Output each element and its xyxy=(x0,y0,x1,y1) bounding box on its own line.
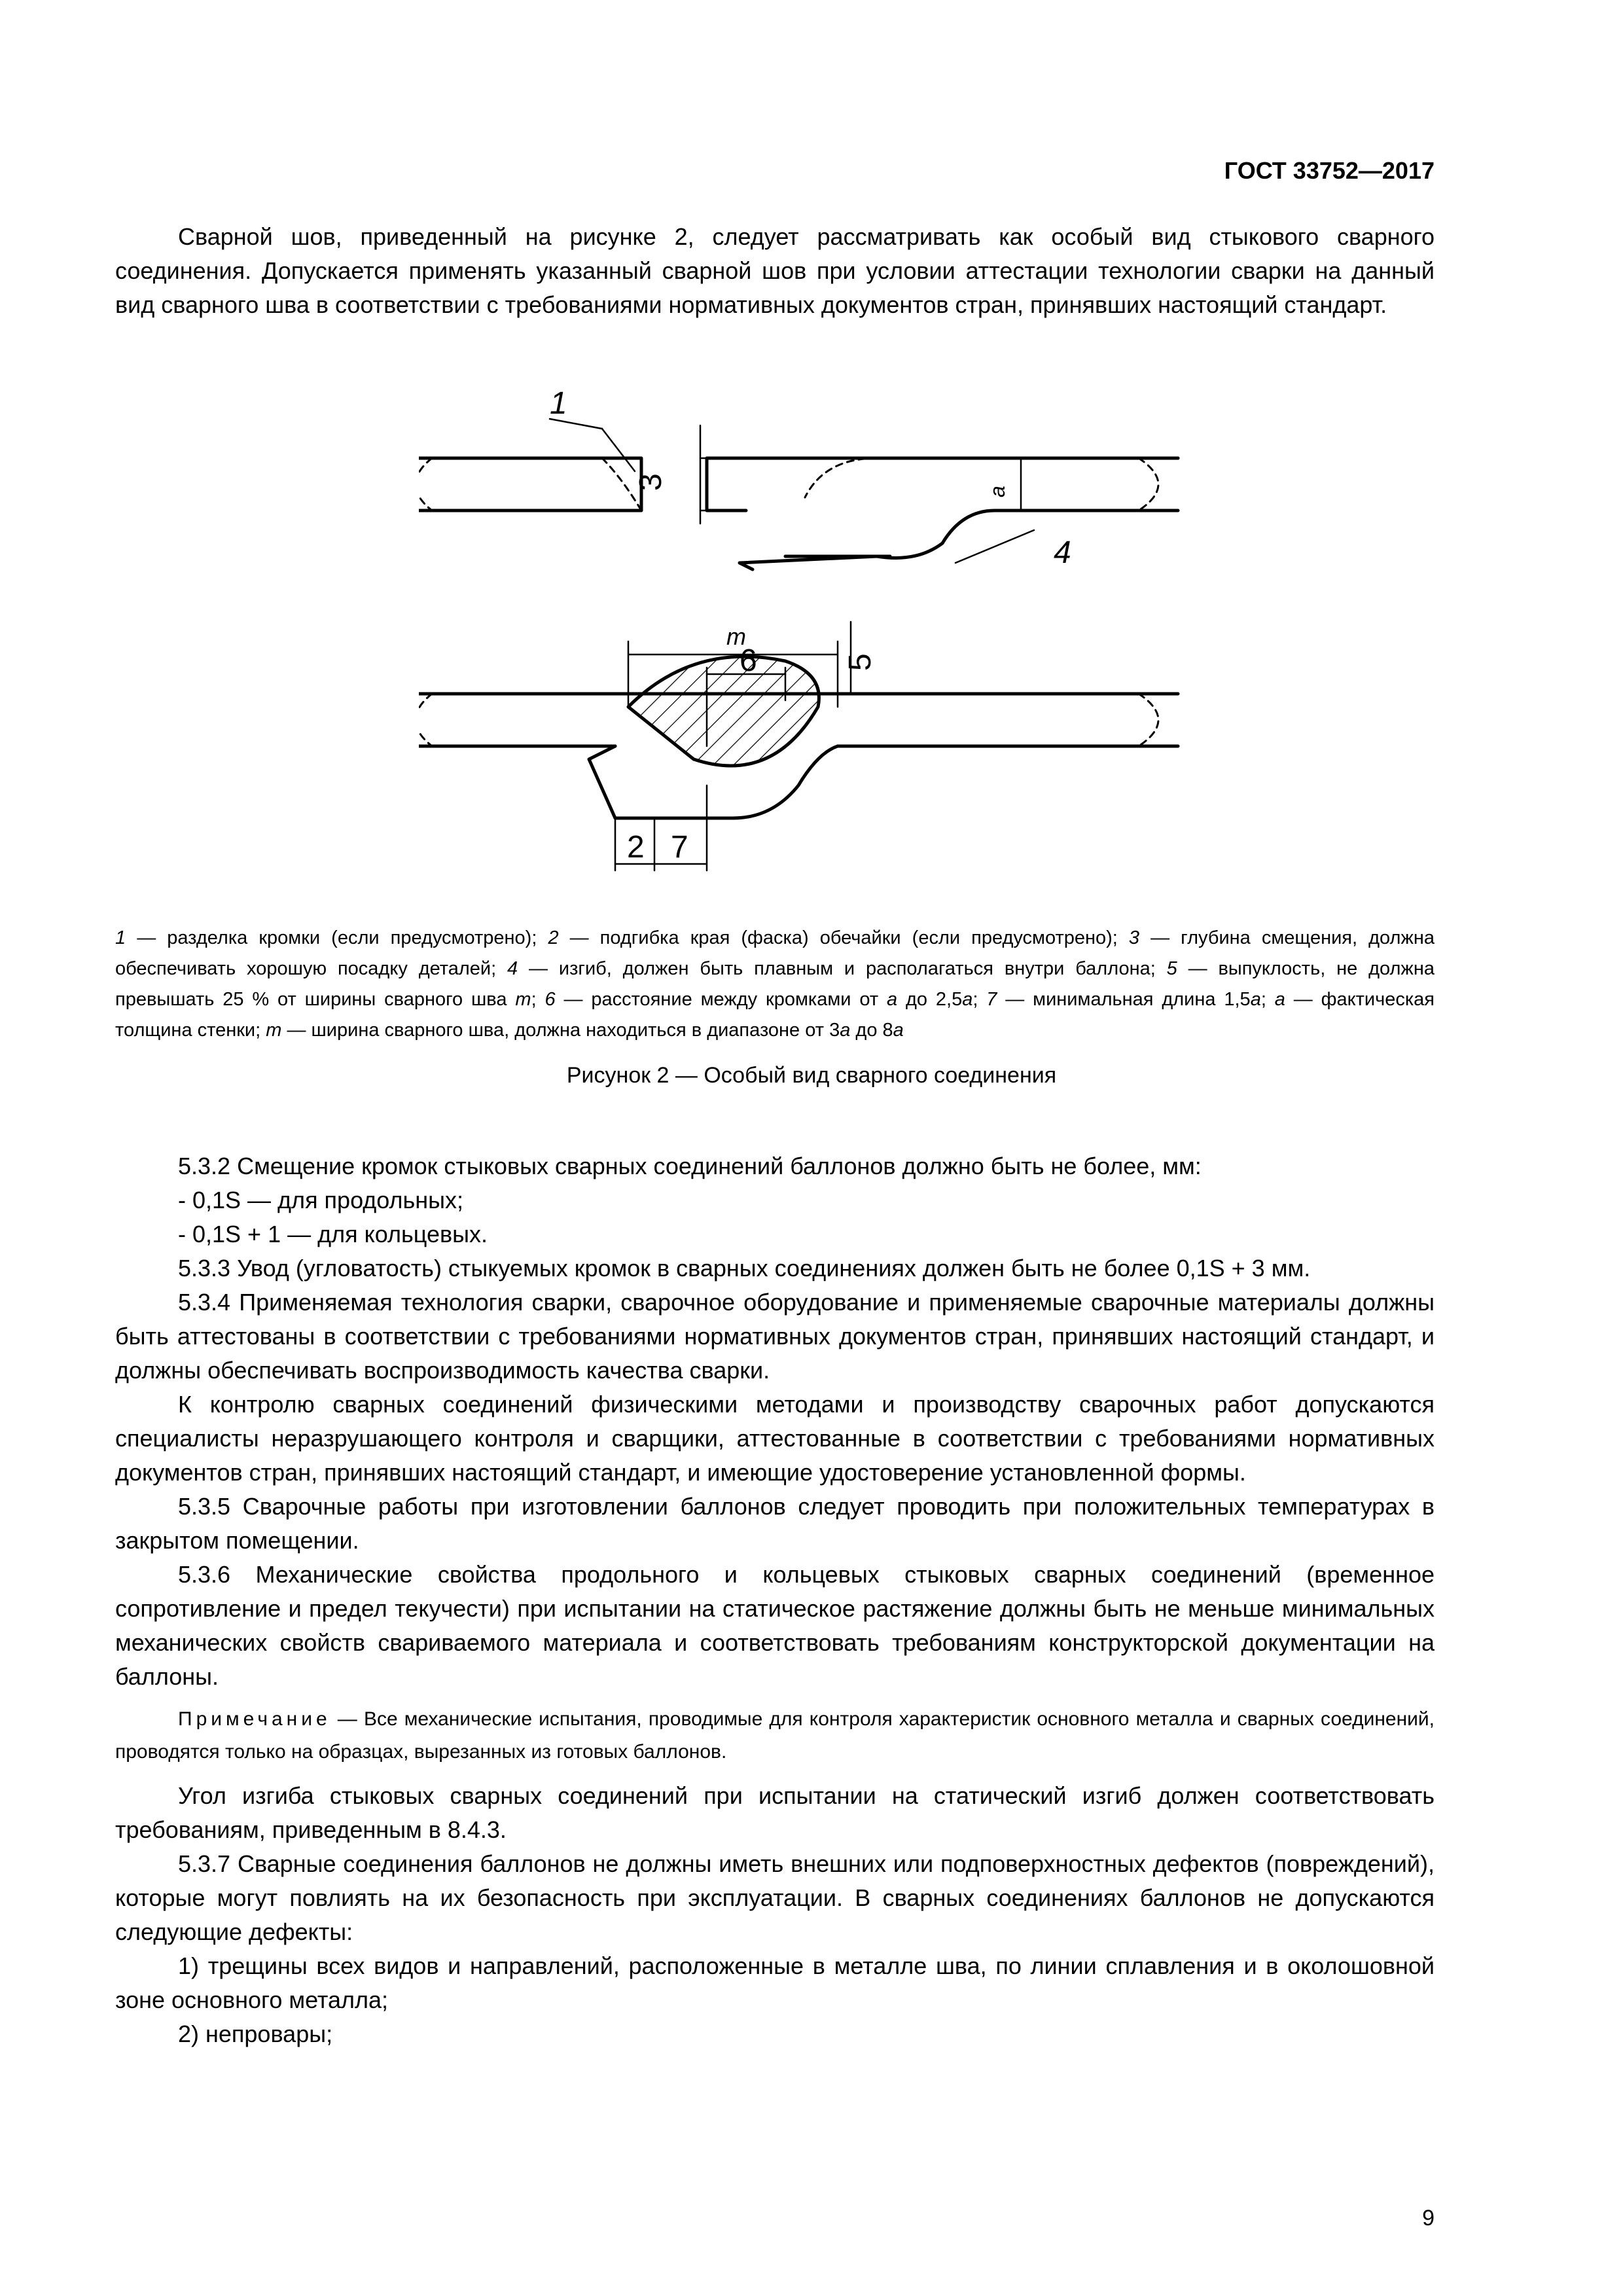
defect-item-1: 1) трещины всех видов и направлений, расположенные в металле шва, по линии сплавления и в околошовной зоне основного металла; xyxy=(115,1952,1435,2013)
legend-text-a2: ; xyxy=(972,989,987,1010)
legend-num-4: 4 xyxy=(507,958,518,979)
legend-text-6: — расстояние между кромками от xyxy=(555,989,887,1010)
legend-text-3: — глубина смещения, должна обеспечивать хорошую посадку деталей; xyxy=(115,927,1435,979)
legend-num-a4: a xyxy=(1274,989,1285,1010)
section-5-3-3: 5.3.3 Увод (угловатость) стыкуемых кромок в сварных соединениях должен быть не более 0,1S + 3 мм. xyxy=(178,1255,1311,1282)
intro-block xyxy=(115,220,1435,322)
label-5: 5 xyxy=(843,653,878,671)
bend-paragraph: Угол изгиба стыковых сварных соединений при испытании на статический изгиб должен соответствовать требованиям, приведенным в 8.4.3. xyxy=(115,1782,1435,1843)
legend-text-a4: — фактическая толщина стенки; xyxy=(115,989,1435,1041)
legend-num-3: 3 xyxy=(1128,927,1140,948)
legend-num-m1: m xyxy=(515,989,531,1010)
section-5-3-6: 5.3.6 Механические свойства продольного и кольцевых стыковых сварных соединений (временное сопротивление и предел текучести) при испытании на статическое растяжение должны быть не меньше минимальных механических свойств свариваемого материала и соответствовать требованиям конструкторской документации на баллоны. xyxy=(115,1561,1435,1690)
legend-text-m1: ; xyxy=(531,989,545,1010)
legend-num-a1: a xyxy=(887,989,898,1010)
legend-text-4: — изгиб, должен быть плавным и располагаться внутри баллона; xyxy=(518,958,1167,979)
legend-num-a2: a xyxy=(962,989,973,1010)
defect-item-2: 2) непровары; xyxy=(178,2020,333,2047)
legend-text-a1: до 2,5 xyxy=(897,989,963,1010)
section-5-3-2-a: - 0,1S — для продольных; xyxy=(178,1187,464,1213)
sections-block xyxy=(115,1149,1435,2051)
upper-right-plate xyxy=(707,458,1178,569)
note xyxy=(115,1703,1435,1768)
label-7: 7 xyxy=(671,830,688,865)
legend-num-a6: a xyxy=(893,1020,904,1041)
legend-num-7: 7 xyxy=(986,989,997,1010)
label-a: a xyxy=(986,486,1009,497)
section-5-3-2: 5.3.2 Смещение кромок стыковых сварных соединений баллонов должно быть не более, мм: xyxy=(178,1153,1202,1179)
section-5-3-5: 5.3.5 Сварочные работы при изготовлении баллонов следует проводить при положительных температурах в закрытом помещении. xyxy=(115,1493,1435,1554)
legend-num-2: 2 xyxy=(548,927,559,948)
legend-num-6: 6 xyxy=(544,989,556,1010)
document-id: ГОСТ 33752—2017 xyxy=(1224,157,1435,184)
legend-text-1: — разделка кромки (если предусмотрено); xyxy=(126,927,548,948)
legend-num-a5: a xyxy=(840,1020,851,1041)
section-5-3-4: 5.3.4 Применяемая технология сварки, сварочное оборудование и применяемые сварочные материалы должны быть аттестованы в соответствии с требованиями нормативных документов стран, принявших настоящий стандарт, и должны обеспечивать воспроизводимость качества сварки. xyxy=(115,1289,1435,1384)
legend-text-7: — минимальная длина 1,5 xyxy=(997,989,1251,1010)
label-4: 4 xyxy=(1054,535,1071,570)
weld-figure xyxy=(419,367,1204,890)
label-2: 2 xyxy=(627,830,645,865)
weld-bead xyxy=(628,656,819,766)
legend-text-m2: — ширина сварного шва, должна находиться в диапазоне от 3 xyxy=(281,1020,840,1041)
section-5-3-2-b: - 0,1S + 1 — для кольцевых. xyxy=(178,1221,488,1247)
legend-text-5: — выпуклость, не должна превышать 25 % от ширины сварного шва xyxy=(115,958,1435,1010)
figure-caption: Рисунок 2 — Особый вид сварного соединения xyxy=(566,1063,1057,1088)
label-3: 3 xyxy=(633,473,668,491)
legend-num-m2: m xyxy=(266,1020,282,1041)
note-label: Примечание xyxy=(178,1708,331,1730)
label-1: 1 xyxy=(550,386,567,421)
page-number: 9 xyxy=(1422,2206,1435,2231)
note-text: — Все механические испытания, проводимые для контроля характеристик основного металла и сварных соединений, проводятся только на образцах, вырезанных из готовых баллонов. xyxy=(115,1708,1435,1763)
legend-num-a3: a xyxy=(1250,989,1261,1010)
label-m: m xyxy=(726,623,746,650)
legend-text-a5: до 8 xyxy=(850,1020,893,1041)
legend-num-1: 1 xyxy=(115,927,126,948)
legend-num-5: 5 xyxy=(1166,958,1177,979)
legend-text-a3: ; xyxy=(1260,989,1275,1010)
section-5-3-7: 5.3.7 Сварные соединения баллонов не должны иметь внешних или подповерхностных дефектов (повреждений), которые могут повлиять на их безопасность при эксплуатации. В сварных соединениях баллонов не допускаются следующие дефекты: xyxy=(115,1850,1435,1945)
legend-text-2: — подгибка края (фаска) обечайки (если предусмотрено); xyxy=(558,927,1129,948)
upper-left-plate xyxy=(419,458,641,511)
intro-paragraph: Сварной шов, приведенный на рисунке 2, следует рассматривать как особый вид стыкового сварного соединения. Допускается применять указанный сварной шов при условии аттестации технологии сварки на данный вид сварного шва в соответствии с требованиями нормативных документов стран, принявших настоящий стандарт. xyxy=(115,223,1435,318)
figure-legend xyxy=(115,923,1435,1046)
section-5-3-4-b: К контролю сварных соединений физическими методами и производству сварочных работ допускаются специалисты неразрушающего контроля и сварщики, аттестованные в соответствии с требованиями нормативных документов стран, принявших настоящий стандарт, и имеющие удостоверение установленной формы. xyxy=(115,1391,1435,1486)
label-6: 6 xyxy=(740,643,757,678)
